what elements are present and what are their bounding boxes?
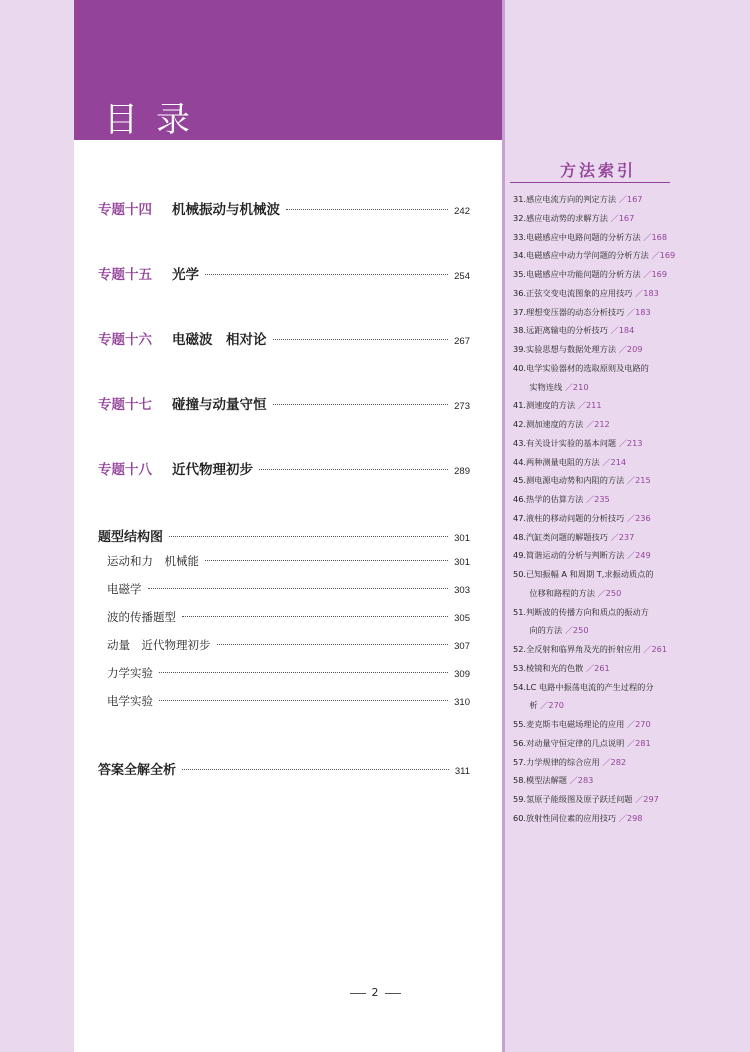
method-index-item[interactable]	[513, 549, 651, 561]
page-number: 301	[454, 533, 470, 544]
method-page: ／261	[583, 662, 610, 673]
method-page: ／211	[575, 400, 602, 411]
topic-name: 碰撞与动量守恒	[172, 397, 267, 413]
method-index-item[interactable]	[513, 587, 621, 599]
method-index-item[interactable]	[513, 512, 651, 524]
page-edge-divider	[502, 0, 505, 1052]
item-name: 动量 近代物理初步	[107, 638, 211, 652]
method-page: ／209	[616, 344, 643, 354]
page-number: 301	[454, 557, 470, 568]
method-text: 54.LC 电路中振荡电流的产生过程的分	[513, 681, 654, 692]
method-index-item[interactable]	[513, 737, 651, 749]
method-text: 40.电学实验器材的选取原则及电路的	[513, 362, 649, 373]
method-text: 析	[513, 700, 538, 711]
page-number: 309	[454, 669, 470, 680]
method-index-item[interactable]	[513, 212, 634, 224]
method-index-item[interactable]	[513, 456, 626, 468]
method-text: 51.判断波的传播方向和质点的振动方	[513, 606, 649, 617]
method-text: 59.氢原子能级图及原子跃迁问题	[513, 794, 633, 804]
topic-label: 专题十七	[98, 397, 152, 413]
method-index-item[interactable]	[513, 812, 643, 824]
page-number: 311	[454, 766, 470, 777]
method-index-item[interactable]	[513, 268, 667, 280]
method-page: ／250	[562, 625, 589, 636]
page-number: 267	[454, 336, 470, 347]
method-text: 35.电磁感应中功能问题的分析方法	[513, 269, 641, 279]
method-text: 31.感应电流方向的判定方法	[513, 194, 617, 204]
method-text: 42.测加速度的方法	[513, 419, 584, 429]
topic-name: 电磁波 相对论	[172, 332, 267, 348]
method-text: 36.正弦交变电流图象的应用技巧	[513, 287, 633, 298]
toc-topic-14[interactable]	[98, 198, 470, 218]
toc-structure-item[interactable]	[107, 609, 470, 625]
dot-leader	[217, 644, 449, 645]
method-text: 实物连线	[513, 381, 563, 392]
dot-leader	[148, 588, 449, 589]
footer-dash	[385, 993, 401, 994]
method-text: 39.实验思想与数据处理方法	[513, 344, 617, 354]
page-number: 254	[454, 271, 470, 282]
method-page: ／261	[640, 644, 668, 654]
page-number: 289	[454, 466, 470, 477]
method-page: ／212	[583, 419, 610, 429]
method-page: ／215	[624, 475, 651, 486]
section-name: 题型结构图	[98, 530, 164, 545]
method-page: ／237	[607, 531, 635, 542]
method-text: 49.简谐运动的分析与判断方法	[513, 550, 625, 561]
method-page: ／236	[624, 512, 651, 523]
method-text: 37.理想变压器的动态分析技巧	[513, 306, 625, 317]
toc-topic-15[interactable]	[98, 263, 470, 283]
method-page: ／283	[566, 775, 594, 786]
method-index-item[interactable]	[513, 437, 643, 449]
dot-leader	[205, 274, 448, 275]
method-page: ／250	[594, 587, 622, 598]
method-page: ／214	[599, 456, 627, 467]
toc-structure-item[interactable]	[107, 553, 470, 569]
method-page: ／167	[607, 212, 635, 223]
topic-label: 专题十八	[98, 462, 152, 478]
topic-label: 专题十四	[98, 202, 152, 218]
method-index-item[interactable]	[513, 756, 626, 768]
method-index-item[interactable]	[513, 343, 643, 355]
method-page: ／270	[537, 700, 564, 711]
dot-leader	[159, 672, 448, 673]
method-index-item[interactable]	[513, 606, 649, 618]
page-footer	[0, 986, 750, 999]
item-name: 电磁学	[107, 582, 142, 596]
dot-leader	[205, 560, 448, 561]
page-number: 305	[454, 613, 470, 624]
item-name: 运动和力 机械能	[107, 554, 199, 568]
method-index-item[interactable]	[513, 418, 610, 430]
method-index-title: 方法索引	[560, 161, 637, 180]
method-text: 32.感应电动势的求解方法	[513, 212, 608, 223]
method-page: ／298	[616, 812, 643, 823]
method-text: 56.对动量守恒定律的几点说明	[513, 737, 625, 748]
method-page: ／213	[616, 437, 643, 448]
method-text: 57.力学规律的综合应用	[513, 756, 600, 767]
toc-topic-18[interactable]	[98, 458, 470, 478]
method-text: 41.测速度的方法	[513, 400, 576, 411]
toc-structure[interactable]	[98, 526, 470, 545]
method-page: ／270	[624, 719, 651, 729]
method-index-item[interactable]	[513, 287, 659, 299]
method-index-item[interactable]	[513, 474, 651, 486]
dot-leader	[159, 700, 448, 701]
dot-leader	[286, 209, 448, 210]
method-index-item[interactable]	[513, 681, 654, 693]
method-page: ／281	[624, 737, 651, 748]
item-name: 力学实验	[107, 666, 153, 680]
method-index-item[interactable]	[513, 249, 675, 261]
footer-dash	[350, 993, 366, 994]
dot-leader	[182, 616, 448, 617]
toc-answers[interactable]	[98, 759, 470, 778]
method-page: ／183	[632, 287, 659, 298]
item-name: 电学实验	[107, 694, 153, 708]
dot-leader	[169, 536, 448, 537]
method-index-item[interactable]	[513, 624, 589, 636]
method-index-item[interactable]	[513, 531, 634, 543]
method-page: ／167	[616, 194, 643, 204]
method-page: ／210	[562, 381, 589, 392]
page-number: 273	[454, 401, 470, 412]
method-text: 50.已知振幅 A 和周期 T,求振动质点的	[513, 569, 654, 579]
method-text: 34.电磁感应中动力学问题的分析方法	[513, 250, 649, 261]
method-page: ／184	[607, 325, 635, 336]
toc-structure-item[interactable]	[107, 665, 470, 681]
topic-name: 近代物理初步	[172, 462, 253, 478]
page-title: 目录	[104, 100, 208, 140]
method-index-item[interactable]	[513, 568, 653, 580]
page-number: 242	[454, 206, 470, 217]
method-page: ／183	[624, 306, 651, 317]
toc-topic-17[interactable]	[98, 393, 470, 413]
method-index-item[interactable]	[513, 381, 589, 393]
method-text: 52.全反射和临界角及光的折射应用	[513, 644, 641, 654]
footer-page-number: 2	[371, 986, 379, 999]
method-text: 位移和路程的方法	[513, 587, 595, 598]
method-page: ／169	[640, 269, 668, 279]
method-index-item[interactable]	[513, 493, 610, 505]
method-text: 55.麦克斯韦电磁场理论的应用	[513, 719, 625, 729]
page-number: 303	[454, 585, 470, 596]
topic-label: 专题十五	[98, 267, 152, 283]
dot-leader	[259, 469, 448, 470]
method-page: ／282	[599, 756, 627, 767]
method-index-item[interactable]	[513, 306, 651, 318]
method-text: 向的方法	[513, 625, 563, 636]
method-page: ／168	[640, 231, 668, 242]
method-text: 44.两种测量电阻的方法	[513, 456, 600, 467]
method-index-item[interactable]	[513, 793, 659, 805]
toc-topic-16[interactable]	[98, 328, 470, 348]
section-name: 答案全解全析	[98, 763, 177, 778]
method-text: 46.热学的估算方法	[513, 494, 584, 504]
method-text: 60.放射性同位素的应用技巧	[513, 812, 617, 823]
method-text: 47.液柱的移动问题的分析技巧	[513, 512, 625, 523]
method-index-item[interactable]	[513, 362, 649, 374]
item-name: 波的传播题型	[107, 610, 176, 624]
method-index-underline	[510, 182, 670, 183]
method-index-item[interactable]	[513, 193, 643, 205]
topic-label: 专题十六	[98, 332, 152, 348]
method-index-item[interactable]	[513, 231, 667, 243]
dot-leader	[273, 339, 449, 340]
method-text: 45.测电源电动势和内阻的方法	[513, 475, 625, 486]
method-page: ／235	[583, 494, 610, 504]
method-index-item[interactable]	[513, 718, 651, 730]
page-number: 307	[454, 641, 470, 652]
method-page: ／169	[648, 250, 676, 261]
method-index-item[interactable]	[513, 643, 667, 655]
method-index-item[interactable]	[513, 399, 602, 411]
dot-leader	[273, 404, 449, 405]
page-number: 310	[454, 697, 470, 708]
method-text: 48.汽缸类问题的解题技巧	[513, 531, 608, 542]
toc-structure-item[interactable]	[107, 637, 470, 653]
method-text: 53.棱镜和光的色散	[513, 662, 584, 673]
toc-structure-item[interactable]	[107, 693, 470, 709]
toc-structure-item[interactable]	[107, 581, 470, 597]
method-index-item[interactable]	[513, 774, 593, 786]
topic-name: 机械振动与机械波	[172, 202, 280, 218]
method-text: 38.远距离输电的分析技巧	[513, 325, 608, 336]
method-index-item[interactable]	[513, 662, 610, 674]
method-page: ／249	[624, 550, 651, 561]
method-index-item[interactable]	[513, 699, 564, 711]
method-text: 33.电磁感应中电路问题的分析方法	[513, 231, 641, 242]
method-text: 58.模型法解题	[513, 775, 567, 786]
method-index-item[interactable]	[513, 324, 634, 336]
dot-leader	[182, 769, 449, 770]
topic-name: 光学	[172, 267, 199, 283]
method-page: ／297	[632, 794, 659, 804]
method-text: 43.有关设计实验的基本问题	[513, 437, 617, 448]
